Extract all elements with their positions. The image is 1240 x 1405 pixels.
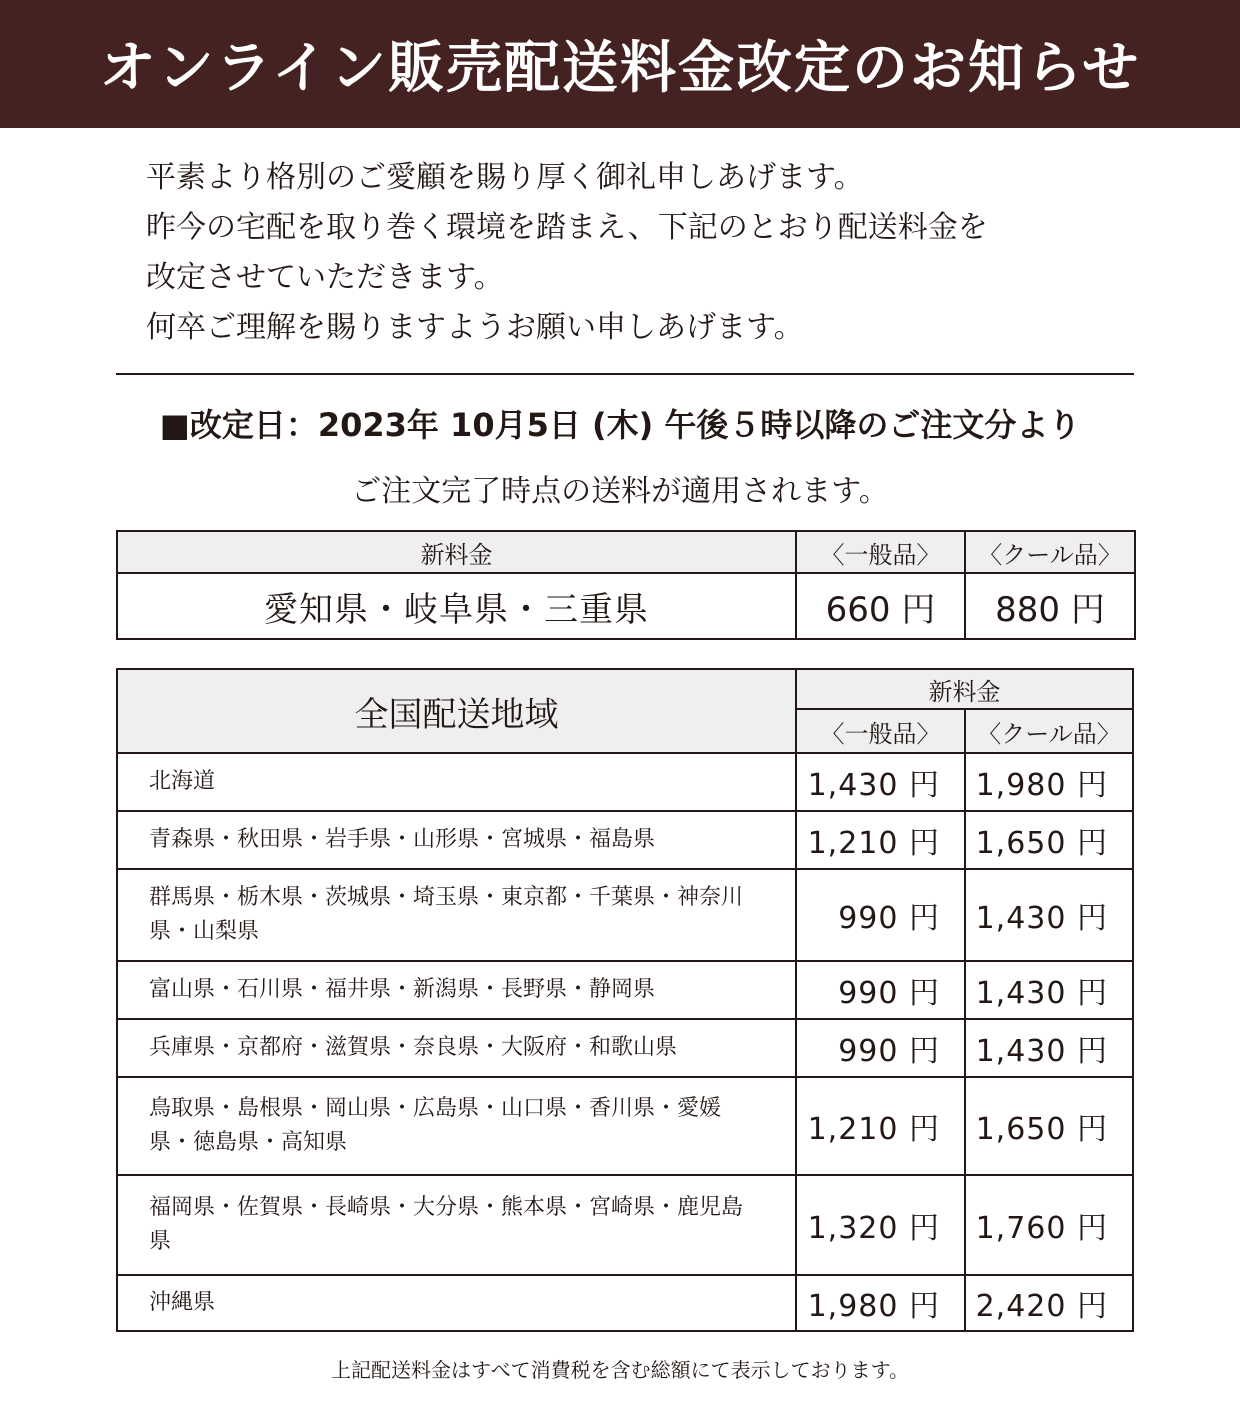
table-row (117, 753, 1133, 811)
region-name: 福岡県・佐賀県・長崎県・大分県・熊本県・宮崎県・鹿児島県 (117, 1175, 796, 1275)
table-header-row (117, 669, 1133, 709)
region-name: 青森県・秋田県・岩手県・山形県・宮城県・福島県 (117, 811, 796, 869)
local-region: 愛知県・岐阜県・三重県 (117, 573, 796, 639)
intro-line: 改定させていただきます。 (146, 260, 504, 295)
table-row (117, 1077, 1133, 1175)
region-name: 富山県・石川県・福井県・新潟県・長野県・静岡県 (117, 961, 796, 1019)
general-price: 1,210 円 (796, 1077, 965, 1175)
intro-line: 何卒ご理解を賜りますようお願い申しあげます。 (146, 310, 804, 345)
general-price: 1,320 円 (796, 1175, 965, 1275)
cool-goods-header: 〈クール品〉 (965, 709, 1133, 753)
tax-footnote: 上記配送料金はすべて消費税を含む総額にて表示しております。 (331, 1358, 909, 1382)
region-name: 兵庫県・京都府・滋賀県・奈良県・大阪府・和歌山県 (117, 1019, 796, 1077)
cool-price: 1,430 円 (965, 961, 1133, 1019)
table-row (117, 961, 1133, 1019)
region-name: 沖縄県 (117, 1275, 796, 1331)
general-price: 1,980 円 (796, 1275, 965, 1331)
cool-price: 880 円 (965, 573, 1135, 639)
intro-message (146, 153, 1146, 353)
section-divider (116, 373, 1134, 375)
cool-goods-header: 〈クール品〉 (965, 531, 1135, 573)
cool-price: 1,760 円 (965, 1175, 1133, 1275)
cool-price: 1,650 円 (965, 1077, 1133, 1175)
general-price: 990 円 (796, 869, 965, 961)
table-row (117, 1275, 1133, 1331)
general-price: 1,430 円 (796, 753, 965, 811)
table-header-row (117, 531, 1135, 573)
cool-price: 2,420 円 (965, 1275, 1133, 1331)
local-shipping-table (116, 530, 1136, 640)
intro-line: 昨今の宅配を取り巻く環境を踏まえ、下記のとおり配送料金を (146, 210, 988, 245)
general-goods-header: 〈一般品〉 (796, 709, 965, 753)
cool-price: 1,430 円 (965, 869, 1133, 961)
cool-price: 1,650 円 (965, 811, 1133, 869)
page-title: オンライン販売配送料金改定のお知らせ (99, 36, 1141, 101)
region-name: 北海道 (117, 753, 796, 811)
region-name: 鳥取県・島根県・岡山県・広島県・山口県・香川県・愛媛県・徳島県・高知県 (117, 1077, 796, 1175)
new-price-header: 新料金 (117, 531, 796, 573)
table-row (117, 811, 1133, 869)
table-row (117, 573, 1135, 639)
general-price: 660 円 (796, 573, 965, 639)
cool-price: 1,980 円 (965, 753, 1133, 811)
general-price: 990 円 (796, 961, 965, 1019)
region-name: 群馬県・栃木県・茨城県・埼玉県・東京都・千葉県・神奈川県・山梨県 (117, 869, 796, 961)
new-price-header: 新料金 (796, 669, 1133, 709)
table-row (117, 1019, 1133, 1077)
cool-price: 1,430 円 (965, 1019, 1133, 1077)
general-price: 1,210 円 (796, 811, 965, 869)
revision-note: ご注文完了時点の送料が適用されます。 (351, 474, 889, 509)
general-price: 990 円 (796, 1019, 965, 1077)
region-header: 全国配送地域 (117, 669, 796, 753)
revision-date: ■改定日：2023年 10月5日 (木) 午後５時以降のご注文分より (159, 406, 1081, 444)
general-goods-header: 〈一般品〉 (796, 531, 965, 573)
page-header (0, 0, 1240, 128)
national-shipping-table (116, 668, 1134, 1332)
table-row (117, 1175, 1133, 1275)
table-row (117, 869, 1133, 961)
intro-line: 平素より格別のご愛顧を賜り厚く御礼申しあげます。 (146, 160, 864, 195)
